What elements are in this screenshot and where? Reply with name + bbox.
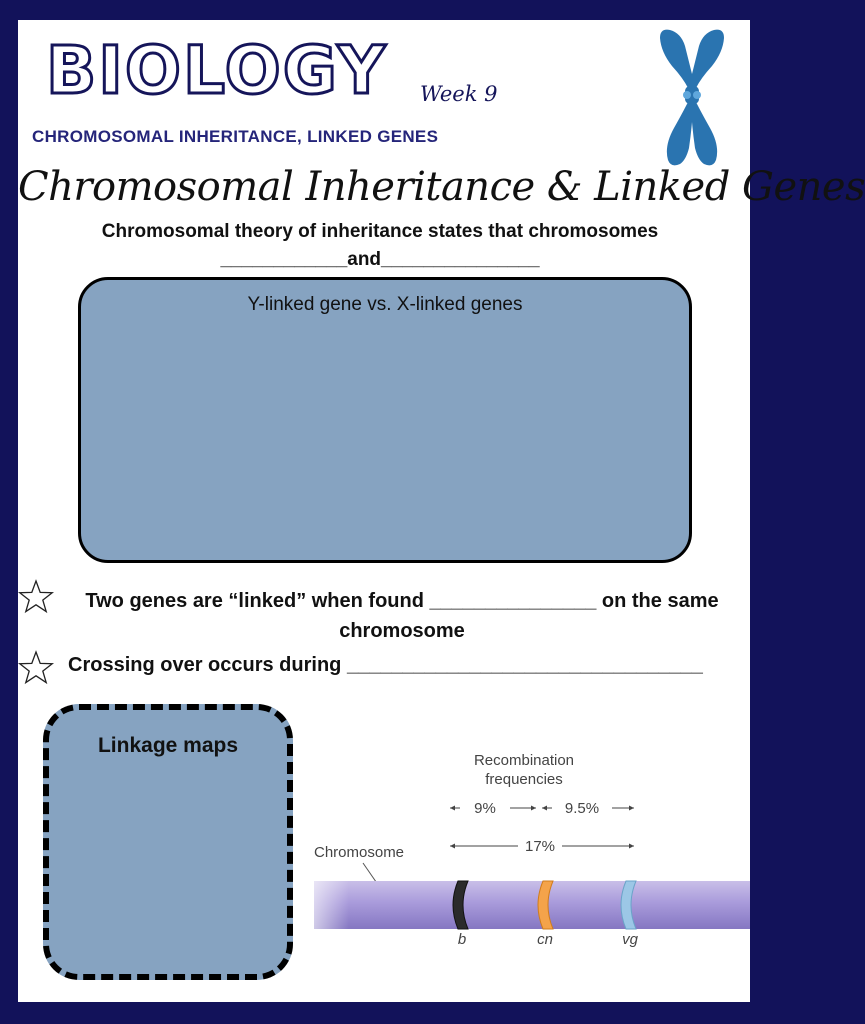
sex-linked-box-label: Y-linked gene vs. X-linked genes bbox=[247, 294, 523, 315]
star-outline-icon bbox=[18, 650, 54, 686]
page-subtitle: CHROMOSOMAL INHERITANCE, LINKED GENES bbox=[32, 127, 439, 146]
diagram-heading-line-2: frequencies bbox=[485, 771, 563, 788]
crossing-over-statement: Crossing over occurs during ________________________________ bbox=[68, 654, 703, 676]
recomb-freq-b-cn: 9% bbox=[474, 800, 496, 817]
diagram-heading-line-1: Recombination bbox=[473, 752, 575, 769]
theory-line-2: ____________and_______________ bbox=[220, 249, 540, 270]
linked-line-2: chromosome bbox=[339, 620, 465, 642]
chromosome-label: Chromosome bbox=[314, 844, 405, 861]
linkage-maps-label: Linkage maps bbox=[97, 734, 239, 757]
linked-line-1: Two genes are “linked” when found _______________ on the same bbox=[85, 590, 719, 612]
linked-genes-statement bbox=[54, 586, 750, 646]
theory-statement bbox=[58, 218, 702, 274]
week-label: Week 9 bbox=[420, 82, 498, 106]
gene-label-vg: vg bbox=[622, 931, 638, 948]
linkage-maps-box bbox=[43, 704, 293, 980]
x-chromosome-icon bbox=[654, 28, 730, 168]
theory-line-1: Chromosomal theory of inheritance states that chromosomes bbox=[101, 221, 659, 242]
star-outline-icon bbox=[18, 579, 54, 615]
linkage-map-diagram bbox=[292, 742, 742, 948]
section-heading: Chromosomal Inheritance & Linked Genes bbox=[18, 164, 865, 210]
gene-label-cn: cn bbox=[537, 931, 553, 948]
page-title: BIOLOGY bbox=[46, 32, 388, 109]
worksheet-page bbox=[18, 20, 865, 1002]
recomb-freq-cn-vg: 9.5% bbox=[564, 800, 600, 817]
sex-linked-genes-box bbox=[78, 277, 692, 563]
recomb-freq-b-vg: 17% bbox=[524, 838, 556, 855]
gene-label-b: b bbox=[457, 931, 467, 948]
